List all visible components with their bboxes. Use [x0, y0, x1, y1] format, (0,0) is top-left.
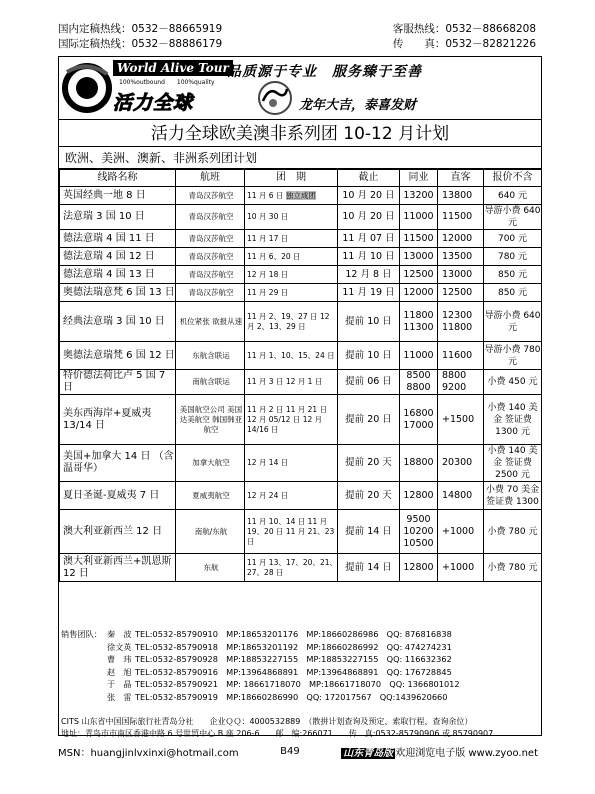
departure-dates: 11 月 2、19、27 日 12 月 2、13、29 日 — [245, 302, 338, 342]
new-year-greeting: 龙年大吉，泰喜发财 — [299, 98, 417, 113]
page-number: B49 — [280, 746, 300, 757]
sales-member — [59, 641, 541, 654]
logo-subtitle: 100%outbound 100%quality — [119, 79, 215, 86]
route-name: 奥德法瑞意梵 6 国 13 日 — [60, 284, 176, 302]
sales-member — [59, 666, 541, 679]
retail-price: 11500 — [438, 205, 484, 230]
col-dates: 团 期 — [245, 170, 338, 187]
cutoff-date: 提前 20 天 — [338, 482, 400, 510]
sales-member-contact: TEL:0532-85790921 MP: 18661718070 MP:18661718070 QQ: 1366801012 — [135, 679, 460, 690]
retail-price: 13500 — [438, 248, 484, 266]
route-name: 德法意瑞 4 国 13 日 — [60, 266, 176, 284]
airline: 夏威夷航空 — [176, 482, 245, 510]
brochure-frame — [58, 56, 542, 736]
sales-member-name: 张 雷 — [107, 691, 132, 702]
trade-price: 8500 8800 — [400, 370, 438, 395]
airline: 青岛汉莎航空 — [176, 248, 245, 266]
trade-price: 18800 — [400, 445, 438, 482]
route-name: 特价德法荷比卢 5 国 7 日 — [60, 370, 176, 395]
company-logo — [61, 58, 229, 118]
section-subtitle: 欧洲、美洲、澳新、非洲系列团计划 — [59, 147, 541, 169]
cutoff-date: 提前 14 日 — [338, 510, 400, 554]
excluded-fees: 导游小费 640 元 — [484, 302, 542, 342]
route-name: 德法意瑞 4 国 11 日 — [60, 230, 176, 248]
slogan: 品质源于专业 服务臻于至善 — [227, 64, 422, 80]
dragon-emblem-icon — [255, 79, 295, 117]
retail-price: 13800 — [438, 187, 484, 205]
cutoff-date: 11 月 07 日 — [338, 230, 400, 248]
sales-member-contact: TEL:0532-85790910 MP:18653201176 MP:18660286986 QQ: 876816838 — [135, 629, 452, 639]
retail-price: +1000 — [438, 510, 484, 554]
hotlines — [58, 22, 536, 52]
departure-dates: 12 月 14 日 — [245, 445, 338, 482]
excluded-fees: 小费 780 元 — [484, 510, 542, 554]
retail-price: 14800 — [438, 482, 484, 510]
cutoff-date: 提前 20 日 — [338, 395, 400, 445]
route-name: 经典法意瑞 3 国 10 日 — [60, 302, 176, 342]
excluded-fees: 850 元 — [484, 284, 542, 302]
airline: 青岛汉莎航空 — [176, 284, 245, 302]
trade-price: 11000 — [400, 205, 438, 230]
route-name: 夏日圣诞-夏威夷 7 日 — [60, 482, 176, 510]
sales-member-name: 秦 波 — [107, 629, 132, 639]
excluded-fees: 小费 140 美金 签证费 1300 元 — [484, 395, 542, 445]
ebook-ad: 山东青岛版 欢迎浏览电子版 www.zyoo.net — [343, 748, 538, 759]
table-row — [60, 482, 542, 510]
sales-team-label: 销售团队： — [61, 629, 102, 639]
excluded-fees: 小费 780 元 — [484, 554, 542, 582]
departure-dates: 12 月 18 日 — [245, 266, 338, 284]
table-row — [60, 302, 542, 342]
departure-dates: 12 月 24 日 — [245, 482, 338, 510]
sales-member — [59, 691, 541, 704]
trade-price: 12800 — [400, 554, 438, 582]
table-row — [60, 510, 542, 554]
agency-info — [61, 716, 493, 740]
table-row — [60, 342, 542, 370]
route-name: 澳大利亚新西兰+凯恩斯 12 日 — [60, 554, 176, 582]
departure-dates: 11 月 6、20 日 — [245, 248, 338, 266]
trade-price: 16800 17000 — [400, 395, 438, 445]
airline: 东航 — [176, 554, 245, 582]
page-title: 活力全球欧美澳非系列团 10-12 月计划 — [59, 119, 541, 147]
retail-price: 12000 — [438, 230, 484, 248]
airline: 青岛汉莎航空 — [176, 230, 245, 248]
col-cutoff: 截止 — [338, 170, 400, 187]
trade-price: 11000 — [400, 342, 438, 370]
excluded-fees: 780 元 — [484, 248, 542, 266]
retail-price: +1500 — [438, 395, 484, 445]
col-trade-price: 同业 — [400, 170, 438, 187]
agency-qq-line: CITS 山东省中国国际旅行社青岛分社 企业ＱＱ：4000532889 （散拼计划查询及预定、索取行程、查询余位） — [61, 717, 473, 726]
route-name: 美国+加拿大 14 日 （含温哥华） — [60, 445, 176, 482]
retail-price: 11600 — [438, 342, 484, 370]
intl-hotline: 国际定稿热线：0532－88886179 — [58, 38, 223, 50]
departure-dates: 11 月 17 日 — [245, 230, 338, 248]
excluded-fees: 导游小费 640 元 — [484, 206, 541, 228]
trade-price: 9500 10200 10500 — [400, 510, 438, 554]
airline: 南航含联运 — [176, 370, 245, 395]
airline: 青岛汉莎航空 — [176, 187, 245, 205]
sales-team — [59, 628, 541, 704]
retail-price: +1000 — [438, 554, 484, 582]
cutoff-date: 提前 10 日 — [338, 342, 400, 370]
airline: 南航/东航 — [176, 510, 245, 554]
trade-price: 12500 — [400, 266, 438, 284]
page-footer — [58, 744, 538, 759]
sales-member-name: 曹 玮 — [107, 654, 132, 665]
service-hotline: 客服热线：0532－88668208 — [392, 23, 536, 35]
departure-dates: 11 月 29 日 — [245, 284, 338, 302]
sales-member-contact: TEL:0532-85790916 MP:13964868891 MP:13964868891 QQ: 176728845 — [135, 666, 452, 677]
sales-member-name: 赵 旭 — [107, 666, 132, 677]
table-row — [60, 284, 542, 302]
sales-member — [59, 678, 541, 691]
departure-dates: 11 月 13、17、20、21、27、28 日 — [245, 554, 338, 582]
trade-price: 11500 — [400, 230, 438, 248]
cutoff-date: 12 月 8 日 — [338, 266, 400, 284]
airline: 青岛汉莎航空 — [176, 205, 245, 230]
cutoff-date: 提前 20 天 — [338, 445, 400, 482]
trade-price: 13000 — [400, 248, 438, 266]
cutoff-date: 提前 10 日 — [338, 302, 400, 342]
airline: 美国航空公司 美国达美航空 韩国韩亚航空 — [176, 395, 245, 445]
table-row — [60, 230, 542, 248]
retail-price: 13000 — [438, 266, 484, 284]
cutoff-date: 10 月 20 日 — [338, 205, 400, 230]
cutoff-date: 10 月 20 日 — [338, 187, 400, 205]
cutoff-date: 提前 14 日 — [338, 554, 400, 582]
agency-address: 地址：青岛市市南区香港中路 6 号世贸中心 B 座 206-6 邮 编:266071 传 真:0532-85790906 或 85790907 — [61, 729, 494, 738]
excluded-fees: 小费 450 元 — [484, 370, 542, 395]
trade-price: 12800 — [400, 482, 438, 510]
route-name: 澳大利亚新西兰 12 日 — [60, 510, 176, 554]
route-name: 奥德法意瑞梵 6 国 12 日 — [60, 342, 176, 370]
swirl-logo-icon — [61, 60, 113, 116]
sales-member-contact: TEL:0532-85790918 MP:18653201192 MP:18660286992 QQ: 474274231 — [135, 641, 452, 652]
route-name: 德法意瑞 4 国 12 日 — [60, 248, 176, 266]
table-row — [60, 266, 542, 284]
sales-member-contact: TEL:0532-85790928 MP:18853227155 MP:18853227155 QQ: 116632362 — [135, 654, 452, 665]
trade-price: 12000 — [400, 284, 438, 302]
excluded-fees: 导游小费 780 元 — [484, 342, 542, 370]
logo-brand-text: World Alive Tour — [113, 60, 233, 76]
retail-price: 8800 9200 — [438, 370, 484, 395]
departure-dates: 11 月 2 日 11 月 21 日 12 月 05/12 日 12 月 14/16 日 — [245, 395, 338, 445]
fax-line: 传 真：0532－82821226 — [392, 38, 536, 50]
table-row — [60, 370, 542, 395]
cutoff-date: 11 月 19 日 — [338, 284, 400, 302]
col-airline: 航班 — [176, 170, 245, 187]
trade-price: 13200 — [400, 187, 438, 205]
excluded-fees: 640 元 — [484, 187, 542, 205]
excluded-fees: 小费 70 美金 签证费 1300 — [484, 482, 542, 510]
group-tag: 独立成团 — [285, 190, 316, 200]
excluded-fees: 小费 140 美金 签证费 2500 元 — [484, 445, 542, 482]
excluded-fees: 850 元 — [484, 266, 542, 284]
departure-dates: 11 月 6 日 独立成团 — [245, 187, 338, 205]
table-row — [60, 205, 542, 230]
retail-price: 20300 — [438, 445, 484, 482]
departure-dates: 11 月 1、10、15、24 日 — [245, 342, 338, 370]
trade-price: 11800 11300 — [400, 302, 438, 342]
retail-price: 12500 — [438, 284, 484, 302]
airline: 机位紧张 欲报从速 — [176, 302, 245, 342]
table-header-row — [60, 170, 542, 187]
table-row — [60, 248, 542, 266]
col-excluded: 报价不含 — [484, 170, 542, 187]
col-retail-price: 直客 — [438, 170, 484, 187]
route-name: 法意瑞 3 国 10 日 — [60, 205, 176, 230]
departure-dates: 11 月 3 日 12 月 1 日 — [245, 370, 338, 395]
tour-schedule-table — [59, 169, 542, 582]
route-name: 英国经典一地 8 日 — [60, 187, 176, 205]
airline: 青岛汉莎航空 — [176, 266, 245, 284]
table-row — [60, 395, 542, 445]
cutoff-date: 11 月 10 日 — [338, 248, 400, 266]
domestic-hotline: 国内定稿热线：0532－88665919 — [58, 23, 223, 35]
table-row — [60, 445, 542, 482]
table-row — [60, 554, 542, 582]
departure-dates: 11 月 10、14 日 11 月 19、20 日 11 月 21、23 日 — [245, 510, 338, 554]
cutoff-date: 提前 06 日 — [338, 370, 400, 395]
departure-dates: 10 月 30 日 — [245, 205, 338, 230]
airline: 加拿大航空 — [176, 445, 245, 482]
sales-member-contact: TEL:0532-85790919 MP:18660286990 QQ: 172017567 QQ:1439620660 — [135, 691, 448, 702]
table-row — [60, 187, 542, 205]
logo-chinese-name: 活力全球 — [113, 92, 194, 114]
airline: 东航含联运 — [176, 342, 245, 370]
sales-member — [59, 653, 541, 666]
route-name: 美东西海岸+夏威夷 13/14 日 — [60, 395, 176, 445]
col-route: 线路名称 — [60, 170, 176, 187]
sales-member-name: 于 晶 — [107, 679, 132, 690]
msn-contact: MSN：huangjinlvxinxi@hotmail.com — [58, 748, 239, 759]
excluded-fees: 700 元 — [484, 230, 542, 248]
sales-member — [59, 628, 541, 641]
retail-price: 12300 11800 — [438, 302, 484, 342]
sales-member-name: 徐文英 — [107, 641, 132, 652]
